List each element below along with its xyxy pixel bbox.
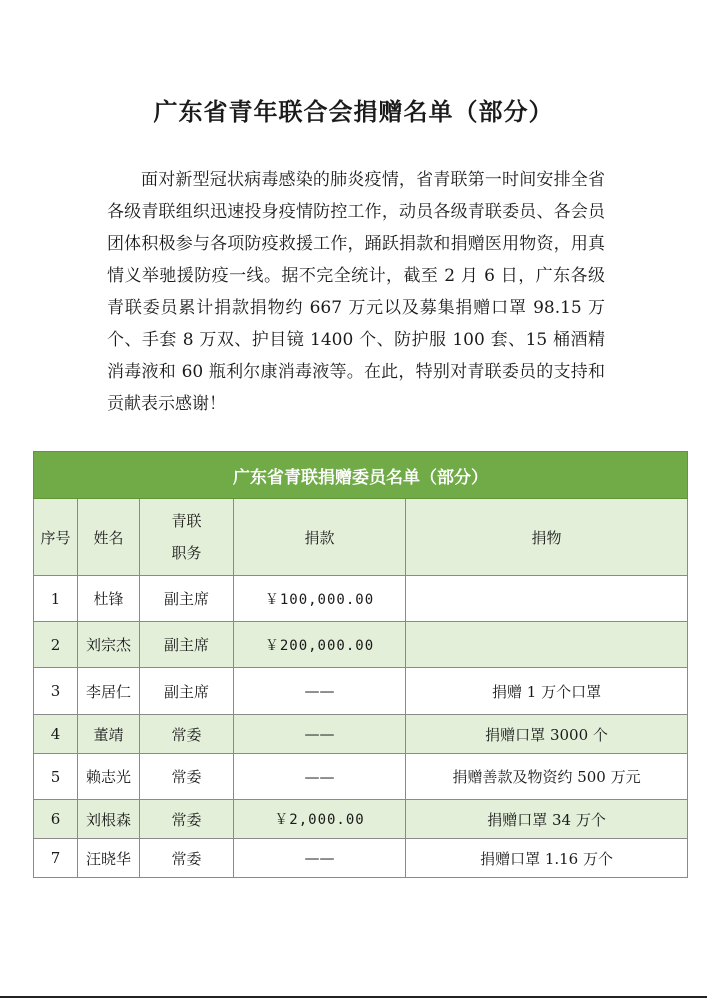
cell-no: 1 — [34, 576, 78, 622]
cell-name: 刘根森 — [78, 800, 140, 839]
table-row — [34, 715, 688, 754]
cell-name: 李居仁 — [78, 668, 140, 715]
cell-money: ￥200,000.00 — [234, 622, 406, 668]
cell-goods: 捐赠 1 万个口罩 — [406, 668, 688, 715]
cell-no: 7 — [34, 839, 78, 878]
table-row — [34, 754, 688, 800]
cell-no: 6 — [34, 800, 78, 839]
cell-duty: 常委 — [140, 715, 234, 754]
header-no: 序号 — [34, 499, 78, 576]
cell-money: —— — [234, 715, 406, 754]
cell-goods: 捐赠善款及物资约 500 万元 — [406, 754, 688, 800]
header-duty-line2: 职务 — [171, 544, 202, 562]
cell-duty: 常委 — [140, 800, 234, 839]
cell-duty: 常委 — [140, 754, 234, 800]
cell-money: —— — [234, 839, 406, 878]
donor-table — [33, 451, 688, 878]
table-row — [34, 576, 688, 622]
cell-goods — [406, 576, 688, 622]
page-title: 广东省青年联合会捐赠名单（部分） — [153, 98, 554, 126]
cell-goods — [406, 622, 688, 668]
header-duty-line1: 青联 — [171, 512, 202, 530]
cell-name: 杜锋 — [78, 576, 140, 622]
table-caption: 广东省青联捐赠委员名单（部分） — [34, 452, 688, 499]
cell-duty: 常委 — [140, 839, 234, 878]
cell-money: —— — [234, 754, 406, 800]
donor-table-container — [33, 451, 687, 878]
cell-no: 5 — [34, 754, 78, 800]
header-name: 姓名 — [78, 499, 140, 576]
cell-money: ￥2,000.00 — [234, 800, 406, 839]
table-caption-row — [34, 452, 688, 499]
cell-name: 董靖 — [78, 715, 140, 754]
cell-duty: 副主席 — [140, 622, 234, 668]
cell-name: 刘宗杰 — [78, 622, 140, 668]
cell-goods: 捐赠口罩 34 万个 — [406, 800, 688, 839]
footer-rule — [0, 996, 707, 998]
header-duty — [140, 499, 234, 576]
cell-goods: 捐赠口罩 3000 个 — [406, 715, 688, 754]
header-money: 捐款 — [234, 499, 406, 576]
cell-money: ￥100,000.00 — [234, 576, 406, 622]
cell-duty: 副主席 — [140, 668, 234, 715]
table-row — [34, 622, 688, 668]
cell-no: 4 — [34, 715, 78, 754]
cell-name: 汪晓华 — [78, 839, 140, 878]
header-goods: 捐物 — [406, 499, 688, 576]
cell-goods: 捐赠口罩 1.16 万个 — [406, 839, 688, 878]
intro-paragraph: 面对新型冠状病毒感染的肺炎疫情，省青联第一时间安排全省各级青联组织迅速投身疫情防控工作，动员各级青联委员、各会员团体积极参与各项防疫救援工作，踊跃捐款和捐赠医用物资，用真情义举驰援防疫一线。据不完全统计，截至 2 月 6 日，广东各级青联委员累计捐款捐物约 667 万元以及募集捐赠口罩 98.15 万个、手套 8 万双、护目镜 1400 个、防护服 100 套、15 桶酒精消毒液和 60 瓶利尔康消毒液等。在此，特别对青联委员的支持和贡献表示感谢！ — [107, 170, 605, 414]
cell-name: 赖志光 — [78, 754, 140, 800]
cell-money: —— — [234, 668, 406, 715]
table-row — [34, 800, 688, 839]
cell-no: 3 — [34, 668, 78, 715]
table-row — [34, 668, 688, 715]
cell-duty: 副主席 — [140, 576, 234, 622]
cell-no: 2 — [34, 622, 78, 668]
table-row — [34, 839, 688, 878]
table-header-row — [34, 499, 688, 576]
